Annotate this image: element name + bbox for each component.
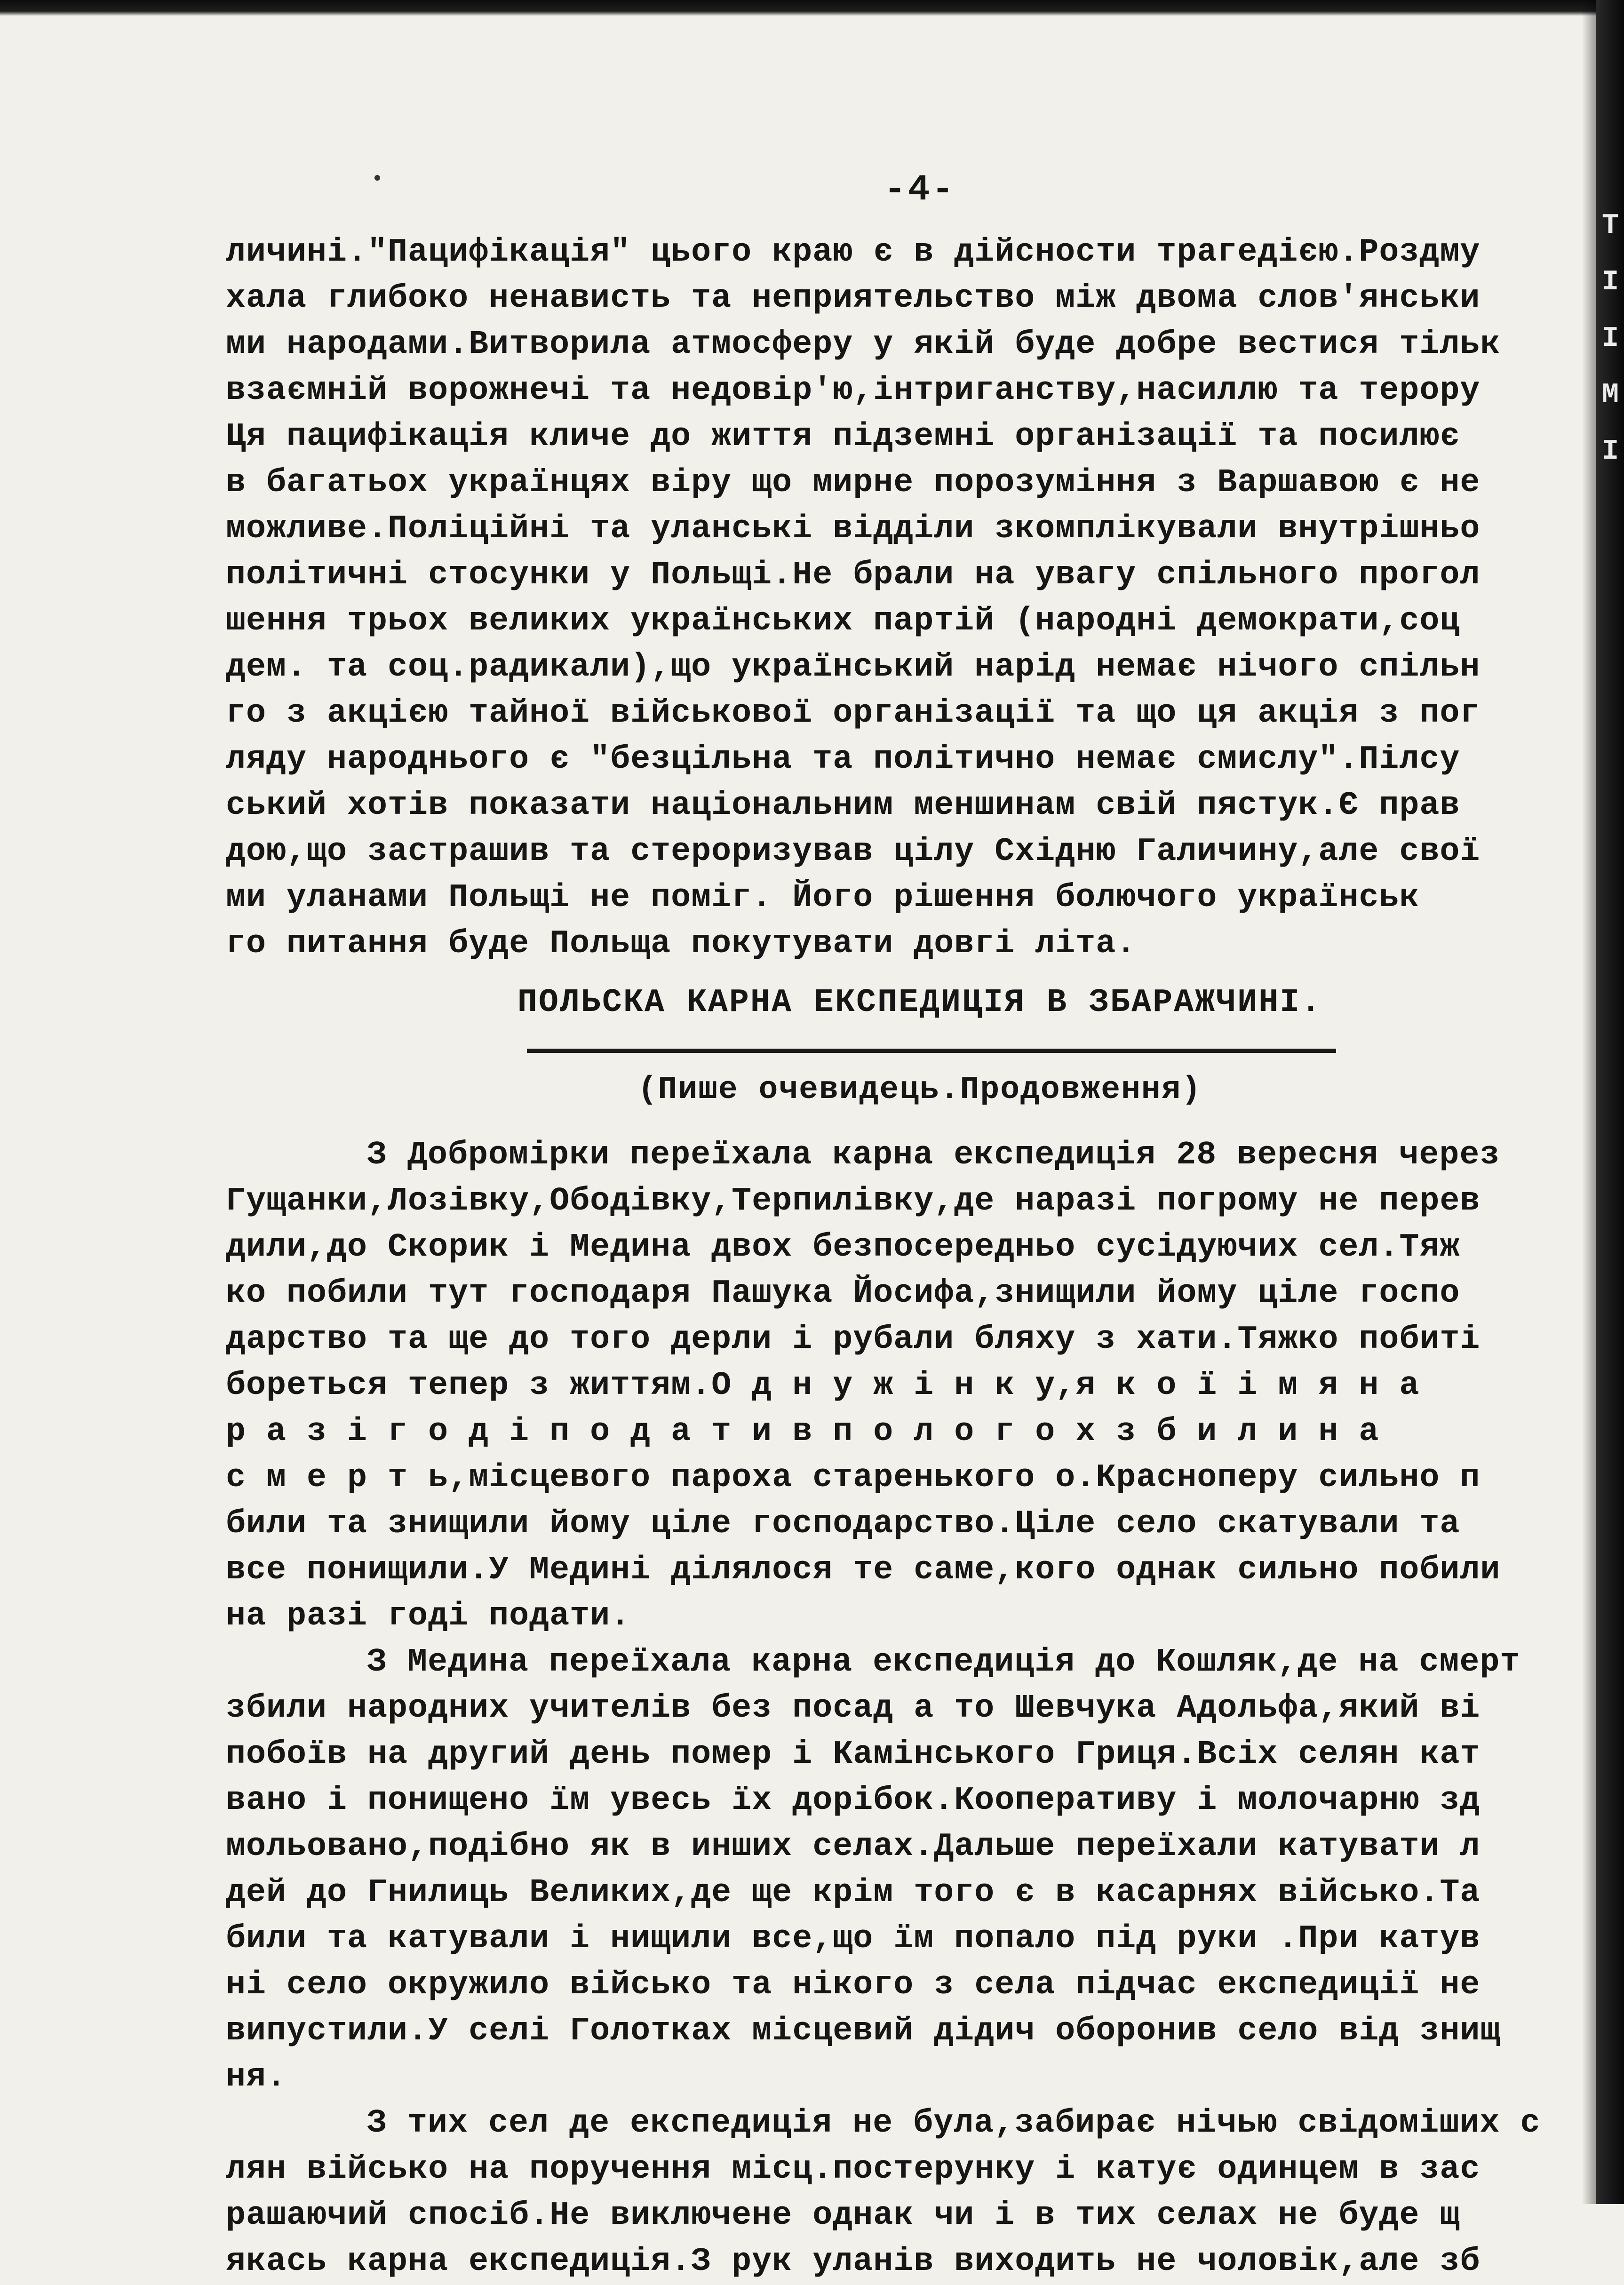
scan-right-edge [1596, 0, 1624, 2204]
text-line: все понищили.У Медині ділялося те саме,кого однак сильно побили [226, 1552, 1501, 1589]
text-line: вано і понищено їм увесь їх дорібок.Кооперативу і молочарню зд [226, 1782, 1481, 1820]
text-line: ня. [226, 2059, 287, 2096]
text-line: З Добромірки переїхала карна експедиція 28 вересня через [367, 1137, 1500, 1174]
text-line: рашаючий спосіб.Не виключене однак чи і в тих селах не буде щ [226, 2197, 1460, 2235]
text-line: били та катували і нищили все,що їм попало під руки .При катув [226, 1920, 1481, 1958]
text-line: лян військо на поручення місц.постерунку і катує одинцем в зас [226, 2151, 1481, 2189]
text-line: Гущанки,Лозівку,Ободівку,Терпилівку,де наразі погрому не перев [226, 1183, 1481, 1220]
text-line: Ця пацифікація кличе до життя підземні організації та посилює [226, 418, 1460, 455]
text-line: с м е р т ь,місцевого пароха старенького о.Красноперу сильно п [226, 1459, 1481, 1497]
text-line: го з акцією тайної військової організації та що ця акція з пог [226, 695, 1481, 732]
margin-marks [1599, 198, 1622, 480]
text-line: шення трьох великих українських партій (народні демократи,соц [226, 603, 1460, 640]
text-line: личині."Пацифікація" цього краю є в дійсности трагедією.Роздму [226, 234, 1481, 271]
section-title: ПОЛЬСКА КАРНА ЕКСПЕДИЦІЯ В ЗБАРАЖЧИНІ. [517, 984, 1322, 1021]
paragraph-block-2 [226, 1132, 1585, 2285]
page-number: -4- [884, 169, 956, 211]
text-line: якась карна експедиція.З рук уланів виходить не чоловік,але зб [226, 2243, 1481, 2281]
text-line: р а з і г о д і п о д а т и в п о л о г о х з б и л и н а [226, 1413, 1379, 1451]
text-line: мольовано,подібно як в инших селах.Дальше переїхали катувати л [226, 1828, 1481, 1866]
text-line: збили народних учителів без посад а то Шевчука Адольфа,який ві [226, 1690, 1481, 1728]
text-line: го питання буде Польща покутувати довгі літа. [226, 925, 1137, 963]
margin-mark: І [1601, 436, 1619, 468]
text-line: політичні стосунки у Польщі.Не брали на увагу спільного прогол [226, 557, 1481, 594]
text-line: ми нарoдами.Витворила атмосферу у якій буде добре вестися тільк [226, 326, 1501, 363]
text-line: дою,що застрашив та стероризував цілу Східню Галичину,але свої [226, 833, 1481, 870]
text-line: ляду народнього є "безцільна та політично немає смислу".Пілсу [226, 741, 1460, 778]
text-line: дили,до Скорик і Медина двох безпосередньо сусідуючих сел.Тяж [226, 1229, 1460, 1266]
text-line: хала глибоко ненависть та неприятельство між двома слов'янськи [226, 280, 1481, 317]
text-line: в багатьох українцях віру що мирне порозуміння з Варшавою є не [226, 464, 1481, 502]
text-line: дей до Гнилиць Великих,де ще крім того є в касарнях військо.Та [226, 1874, 1481, 1912]
scan-top-edge [0, 0, 1624, 16]
margin-mark: Т [1601, 210, 1619, 242]
margin-mark: І [1601, 323, 1619, 355]
text-line: побоїв на другий день помер і Камінського Гриця.Всіх селян кат [226, 1736, 1481, 1774]
paragraph-block-1 [226, 230, 1585, 967]
text-line: на разі годі подати. [226, 1598, 631, 1635]
text-line: дем. та соц.радикали),що український нарід немає нічого спільн [226, 649, 1481, 686]
text-line: взаємній ворожнечі та недовір'ю,інтриганству,насиллю та терору [226, 372, 1481, 409]
document-page [226, 169, 1585, 2285]
margin-mark: І [1601, 266, 1619, 298]
section-subtitle: (Пише очевидець.Продовження) [637, 1072, 1202, 1108]
text-line: ко побили тут господаря Пашука Йосифа,знищили йому ціле госпо [226, 1275, 1460, 1313]
text-line: ні село окружило військо та нікого з села підчас експедиції не [226, 1967, 1481, 2004]
text-line: ми уланами Польщі не поміг. Його рішення болючого українськ [226, 879, 1420, 916]
text-line: З Медина переїхала карна експедиція до Кошляк,де на смерт [367, 1644, 1521, 1681]
text-line: З тих сел де експедиція не була,забирає нічью свідоміших с [367, 2105, 1541, 2142]
text-line: бореться тепер з життям.О д н у ж і н к у,я к о ї і м я н а [226, 1367, 1420, 1405]
text-line: ський хотів показати національним меншинам свій пястук.Є прав [226, 787, 1460, 824]
text-line: били та знищили йому ціле господарство.Ціле село скатували та [226, 1505, 1460, 1543]
title-underline [527, 1049, 1336, 1053]
text-line: можливе.Поліційні та уланські відділи зкомплікували внутрішньо [226, 510, 1481, 548]
margin-mark: М [1601, 379, 1619, 411]
text-line: випустили.У селі Голотках місцевий дідич оборонив село від знищ [226, 2013, 1501, 2050]
text-line: дарство та ще до того дерли і рубали бляху з хати.Тяжко побиті [226, 1321, 1481, 1359]
